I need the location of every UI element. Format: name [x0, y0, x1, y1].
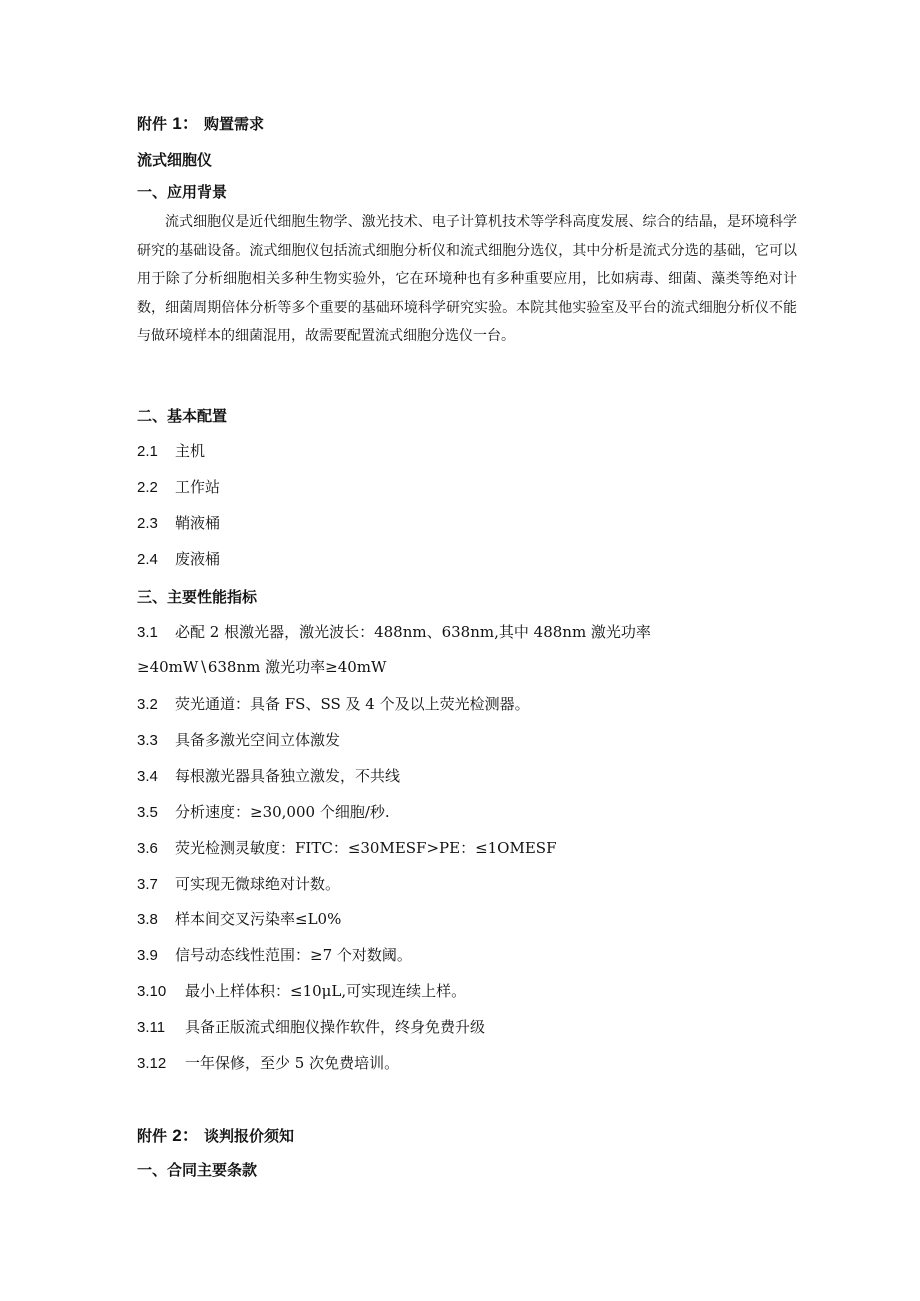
- spec-item-text: 具备正版流式细胞仪操作软件，终身免费升级: [185, 1018, 486, 1036]
- spec-item-number: 3.12: [137, 1055, 167, 1072]
- section2-heading: 二、基本配置: [137, 407, 228, 425]
- annex1-title: 购置需求: [203, 115, 264, 133]
- section1-paragraph-block: [137, 208, 797, 351]
- config-item: [137, 549, 220, 570]
- annex1-number: 1：: [172, 114, 199, 133]
- spec-item: [137, 909, 341, 930]
- spec-item-text: 荧光检测灵敏度：FITC：≤30MESF>PE：≤1OMESF: [175, 839, 557, 857]
- config-item: [137, 513, 220, 534]
- annex2-number: 2：: [172, 1126, 199, 1145]
- section4-heading: 一、合同主要条款: [137, 1161, 258, 1179]
- annex1-prefix: 附件: [137, 115, 168, 133]
- subject-title: 流式细胞仪: [137, 151, 213, 169]
- annex2-prefix: 附件: [137, 1127, 168, 1145]
- spec-item-text: 必配 2 根激光器，激光波长：488nm、638nm,其中 488nm 激光功率: [175, 623, 651, 641]
- spec-item-text: 一年保修，至少 5 次免费培训。: [185, 1054, 400, 1072]
- spec-item: [137, 981, 466, 1002]
- spec-item-number: 3.10: [137, 983, 167, 1000]
- spec-item: [137, 802, 390, 823]
- config-item-number: 2.4: [137, 551, 158, 568]
- spec-item: [137, 1017, 485, 1038]
- config-item: [137, 477, 220, 498]
- spec-item: [137, 622, 651, 643]
- spec-item-text: 每根激光器具备独立激发，不共线: [175, 767, 401, 785]
- spec-item-number: 3.7: [137, 876, 158, 893]
- config-item-number: 2.1: [137, 443, 158, 460]
- section3-heading: 三、主要性能指标: [137, 588, 258, 606]
- spec-item-text: 最小上样体积：≤10μL,可实现连续上样。: [185, 982, 467, 1000]
- spec-item-continuation: ≥40mW∖638nm 激光功率≥40mW: [137, 658, 387, 676]
- spec-item-number: 3.11: [137, 1019, 166, 1036]
- spec-item-text: 分析速度：≥30,000 个细胞/秒.: [175, 803, 390, 821]
- spec-item: [137, 874, 340, 895]
- spec-item: [137, 766, 400, 787]
- section1-paragraph: 流式细胞仪是近代细胞生物学、激光技术、电子计算机技术等学科高度发展、综合的结晶，是环境科学研究的基础设备。流式细胞仪包括流式细胞分析仪和流式细胞分选仪，其中分析是流式分选的基础，它可以用于除了分析细胞相关多种生物实验外，它在环境种也有多种重要应用，比如病毒、细菌、藻类等绝对计数，细菌周期倍体分析等多个重要的基础环境科学研究实验。本院其他实验室及平台的流式细胞分析仪不能与做环境样本的细菌混用，故需要配置流式细胞分选仪一台。: [137, 214, 797, 344]
- spec-item: [137, 1053, 399, 1074]
- spec-item-number: 3.3: [137, 732, 158, 749]
- spec-item-text: 荧光通道：具备 FS、SS 及 4 个及以上荧光检测器。: [175, 695, 530, 713]
- spec-item-number: 3.8: [137, 911, 158, 928]
- spec-item: [137, 694, 530, 715]
- spec-item-number: 3.2: [137, 696, 158, 713]
- spec-item-text: 具备多激光空间立体激发: [175, 731, 341, 749]
- config-item: [137, 441, 205, 462]
- spec-item: [137, 730, 340, 751]
- spec-item-number: 3.1: [137, 624, 158, 641]
- config-item-number: 2.2: [137, 479, 158, 496]
- spec-item-number: 3.4: [137, 768, 158, 785]
- annex1-heading: [137, 114, 264, 134]
- config-item-number: 2.3: [137, 515, 158, 532]
- config-item-text: 主机: [175, 442, 206, 460]
- spec-item-number: 3.6: [137, 840, 158, 857]
- section1-heading: 一、应用背景: [137, 183, 228, 201]
- config-item-text: 废液桶: [175, 550, 221, 568]
- spec-item-text: 可实现无微球绝对计数。: [175, 875, 341, 893]
- spec-item-text: 样本间交叉污染率≤L0%: [175, 910, 342, 928]
- spec-item-number: 3.5: [137, 804, 158, 821]
- annex2-heading: [137, 1126, 294, 1146]
- config-item-text: 工作站: [175, 478, 221, 496]
- spec-item-number: 3.9: [137, 947, 158, 964]
- annex2-title: 谈判报价须知: [203, 1127, 294, 1145]
- spec-item-text: 信号动态线性范围：≥7 个对数阈。: [175, 946, 412, 964]
- spec-item: [137, 945, 412, 966]
- spec-item: [137, 838, 556, 859]
- config-item-text: 鞘液桶: [175, 514, 221, 532]
